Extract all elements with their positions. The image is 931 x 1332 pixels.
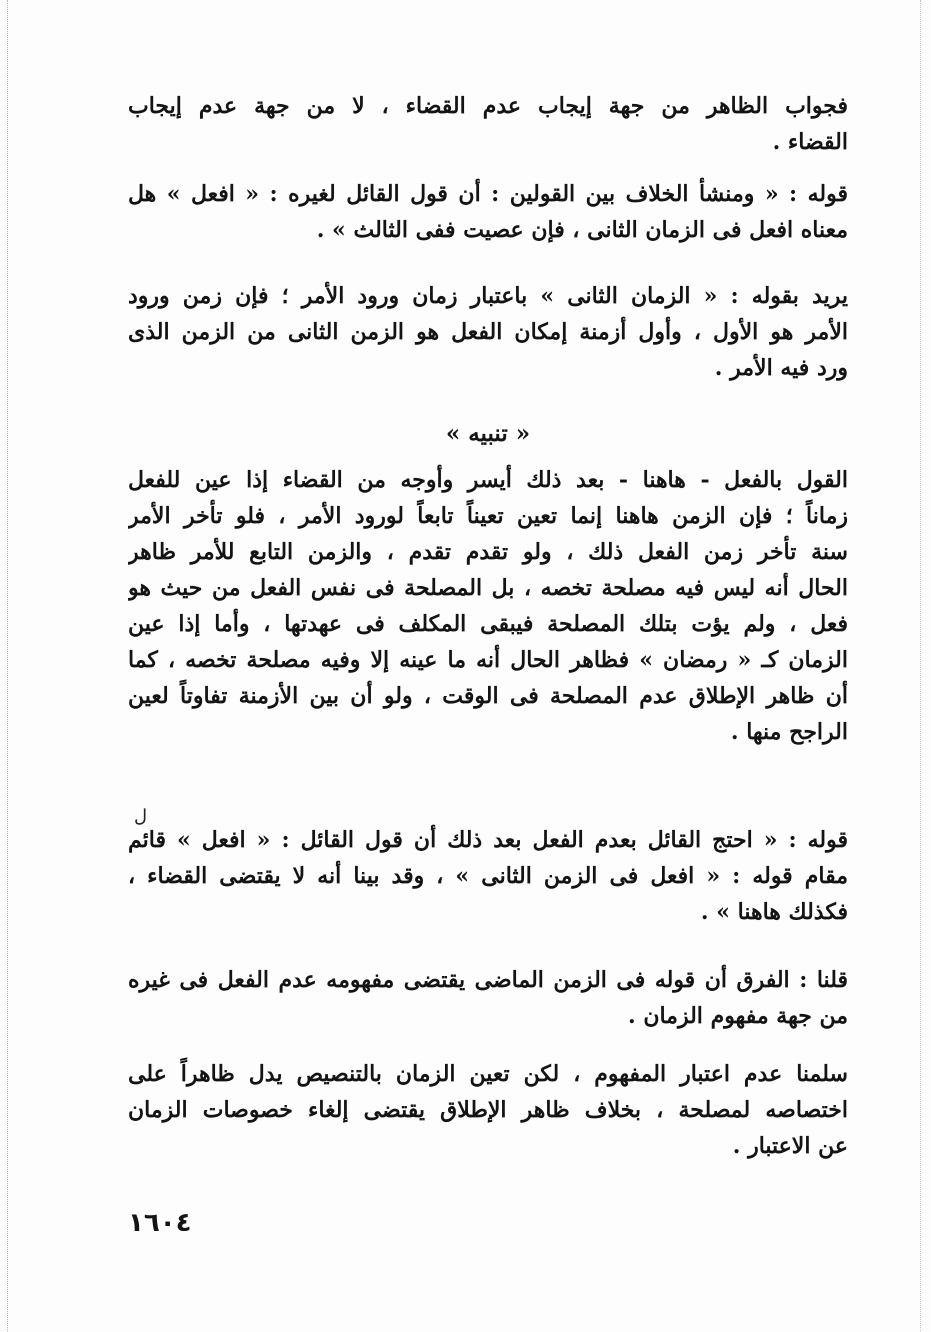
text-line: ورد فيه الأمر .: [714, 355, 848, 381]
page-number: ١٦٠٤: [128, 1208, 192, 1238]
text-line: الحال أنه ليس فيه مصلحة تخصه ، بل المصلحة فى نفس الفعل من حيث هو: [128, 575, 848, 601]
text-line: قلنا : الفرق أن قوله فى الزمن الماضى يقتضى مفهومه عدم الفعل فى غيره: [128, 967, 848, 993]
text-line: القول بالفعل - هاهنا - بعد ذلك أيسر وأوجه من القضاء إذا عين للفعل: [128, 467, 848, 493]
paragraph-6: [128, 962, 848, 1034]
text-line: فعل ، ولم يؤت بتلك المصلحة فيبقى المكلف فى عهدتها ، وأما إذا عين: [128, 611, 848, 637]
text-line: زماناً ؛ فإن الزمن هاهنا إنما تعين تعيناً تابعاً لورود الأمر ، فلو تأخر الأمر: [128, 503, 848, 529]
text-line: أن ظاهر الإطلاق عدم المصلحة فى الوقت ، ولو أن بين الأزمنة تفاوتاً لعين: [128, 683, 848, 709]
text-line: معناه افعل فى الزمان الثانى ، فإن عصيت ففى الثالث » .: [316, 217, 848, 243]
text-line: عن الاعتبار .: [732, 1133, 848, 1159]
paragraph-5: [128, 822, 848, 930]
text-line: من جهة مفهوم الزمان .: [628, 1003, 848, 1029]
text-line: فجواب الظاهر من جهة إيجاب عدم القضاء ، لا من جهة عدم إيجاب: [128, 93, 848, 119]
paragraph-2: [128, 176, 848, 248]
scan-edge-left: [7, 0, 8, 1332]
text-line: قوله : « ومنشأ الخلاف بين القولين : أن قول القائل لغيره : « افعل » هل: [128, 181, 848, 207]
margin-mark: ل: [134, 806, 148, 827]
text-line: القضاء .: [772, 129, 848, 155]
paragraph-3: [128, 278, 848, 386]
text-line: يريد بقوله : « الزمان الثانى » باعتبار زمان ورود الأمر ؛ فإن زمن ورود: [128, 283, 848, 309]
text-line: فكذلك هاهنا » .: [700, 899, 848, 925]
scan-edge-right: [920, 0, 921, 1332]
section-heading: « تنبيه »: [445, 420, 531, 447]
paragraph-1: [128, 88, 848, 160]
text-line: سلمنا عدم اعتبار المفهوم ، لكن تعين الزمان بالتنصيص يدل ظاهراً على: [128, 1061, 848, 1087]
text-line: قوله : « احتج القائل بعدم الفعل بعد ذلك أن قول القائل : « افعل » قائم: [128, 827, 848, 853]
paragraph-7: [128, 1056, 848, 1164]
text-line: الراجح منها .: [730, 719, 848, 745]
text-line: الأمر هو الأول ، وأول أزمنة إمكان الفعل هو الزمن الثانى من الزمن الذى: [128, 319, 848, 345]
text-line: مقام قوله : « افعل فى الزمن الثانى » ، وقد بينا أنه لا يقتضى القضاء ،: [128, 863, 848, 889]
paragraph-4: [128, 462, 848, 750]
text-line: الزمان كـ « رمضان » فظاهر الحال أنه ما عينه إلا وفيه مصلحة تخصه ، كما: [128, 647, 848, 673]
text-line: سنة تأخر زمن الفعل ذلك ، ولو تقدم تقدم ، والزمن التابع للأمر ظاهر: [128, 539, 848, 565]
text-line: اختصاصه لمصلحة ، بخلاف ظاهر الإطلاق يقتضى إلغاء خصوصات الزمان: [128, 1097, 848, 1123]
